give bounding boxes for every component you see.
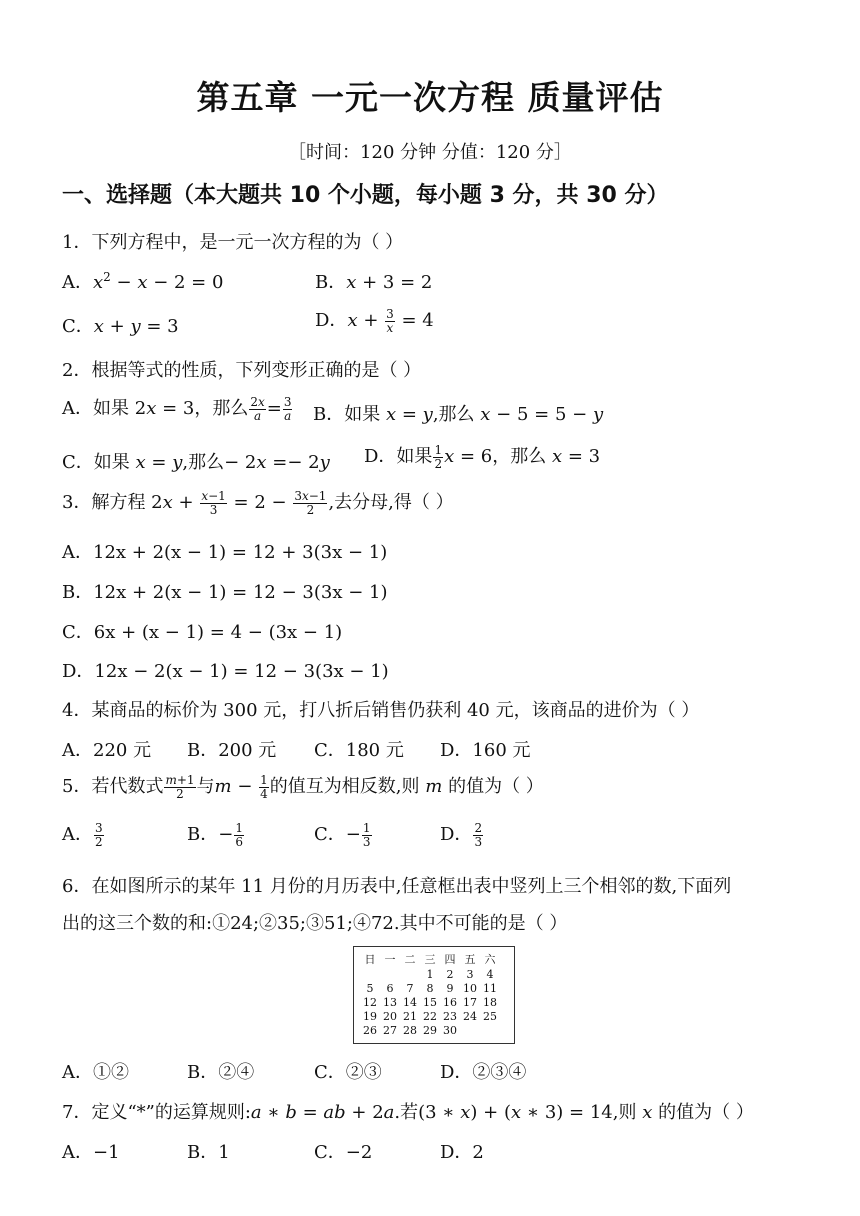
q1-option-a: A．$x^2 - x - 2 = 0$ bbox=[62, 270, 224, 293]
question-7-stem: 7．定义“*”的运算规则:a ∗ b = ab + 2a.若(3 ∗ x) + (x ∗ 3) = 14,则 x 的值为（ ） bbox=[62, 1102, 754, 1123]
calendar-cell: 18 bbox=[483, 995, 497, 1009]
question-2-stem: 2．根据等式的性质，下列变形正确的是（ ） bbox=[62, 360, 422, 381]
q2-option-b: B．如果 x = y,那么 x − 5 = 5 − y bbox=[313, 404, 604, 425]
question-5-stem: 5．若代数式 $\frac{m+1}{2}$ 与m − $\frac{1}{4}$ 的值互为相反数,则 m 的值为（ ） bbox=[62, 772, 544, 801]
calendar-cell: 29 bbox=[423, 1023, 437, 1037]
q7-option-a: A．−1 bbox=[62, 1142, 120, 1163]
q4-option-b: B．200 元 bbox=[187, 740, 277, 761]
calendar-cell bbox=[380, 967, 400, 981]
question-6-stem-line1: 6．在如图所示的某年 11 月份的月历表中,任意框出表中竖列上三个相邻的数,下面列 bbox=[62, 876, 732, 897]
calendar-cell bbox=[400, 967, 420, 981]
q7-option-d: D．2 bbox=[440, 1142, 484, 1163]
calendar-cell: 5 bbox=[366, 981, 374, 995]
calendar-cell bbox=[460, 1023, 480, 1037]
q2-option-c: C．如果 x = y,那么− 2x =− 2y bbox=[62, 452, 330, 473]
question-4-stem: 4．某商品的标价为 300 元，打八折后销售仍获利 40 元，该商品的进价为（ ） bbox=[62, 700, 700, 721]
q1-option-b: B．x + 3 = 2 bbox=[315, 272, 433, 293]
calendar-header-row bbox=[360, 951, 500, 967]
q3-option-d: D．12x − 2(x − 1) = 12 − 3(3x − 1) bbox=[62, 661, 389, 682]
q2-option-a: A．如果 2x = 3，那么 $\frac{2x}{a}$ = $\frac{3}{a}$ bbox=[62, 394, 292, 423]
q3-option-a: A．12x + 2(x − 1) = 12 + 3(3x − 1) bbox=[62, 542, 388, 563]
q5-option-c: C．− $\frac{1}{3}$ bbox=[314, 820, 371, 849]
q5-option-a: A． $\frac{3}{2}$ bbox=[62, 820, 103, 849]
question-6-stem-line2: 出的这三个数的和:①24;②35;③51;④72.其中不可能的是（ ） bbox=[62, 913, 568, 934]
calendar-cell: 30 bbox=[443, 1023, 457, 1037]
question-1-stem: 1．下列方程中，是一元一次方程的为（ ） bbox=[62, 232, 404, 253]
calendar-cell: 16 bbox=[443, 995, 457, 1009]
calendar-cell: 3 bbox=[466, 967, 474, 981]
q1-option-c: C．x + y = 3 bbox=[62, 316, 179, 337]
calendar-cell: 4 bbox=[486, 967, 494, 981]
q4-option-d: D．160 元 bbox=[440, 740, 531, 761]
calendar-figure bbox=[353, 946, 515, 1044]
question-3-stem: 3．解方程 2x + $\frac{x-1}{3}$ = 2 − $\frac{3x-1}{2}$ ,去分母,得（ ） bbox=[62, 488, 454, 517]
q2-option-d: D．如果 $\frac{1}{2}$ x = 6，那么 x = 3 bbox=[364, 442, 601, 471]
calendar-row bbox=[360, 967, 500, 981]
q6-option-b: B．②④ bbox=[187, 1062, 255, 1083]
calendar-row bbox=[360, 995, 500, 1009]
calendar-cell: 13 bbox=[383, 995, 397, 1009]
page-title: 第五章 一元一次方程 质量评估 bbox=[196, 78, 664, 117]
calendar-cell: 14 bbox=[403, 995, 417, 1009]
calendar-cell: 6 bbox=[386, 981, 394, 995]
calendar-header: 三 bbox=[424, 953, 436, 966]
calendar-cell: 8 bbox=[426, 981, 434, 995]
calendar-header: 二 bbox=[404, 953, 416, 966]
calendar-cell: 27 bbox=[383, 1023, 397, 1037]
calendar-header: 四 bbox=[444, 953, 456, 966]
calendar-cell: 1 bbox=[426, 967, 434, 981]
calendar-cell: 12 bbox=[363, 995, 377, 1009]
q6-option-d: D．②③④ bbox=[440, 1062, 527, 1083]
q4-option-a: A．220 元 bbox=[62, 740, 152, 761]
q1-option-d: D．x + $\frac{3}{x}$ = 4 bbox=[315, 306, 434, 335]
q7-option-b: B．1 bbox=[187, 1142, 230, 1163]
calendar-cell: 2 bbox=[446, 967, 454, 981]
calendar-table bbox=[360, 951, 500, 1037]
calendar-header: 一 bbox=[384, 953, 396, 966]
q5-option-d: D． $\frac{2}{3}$ bbox=[440, 820, 483, 849]
calendar-cell: 26 bbox=[363, 1023, 377, 1037]
q4-option-c: C．180 元 bbox=[314, 740, 404, 761]
q5-option-b: B．− $\frac{1}{6}$ bbox=[187, 820, 243, 849]
calendar-cell: 10 bbox=[463, 981, 477, 995]
calendar-cell: 11 bbox=[483, 981, 497, 995]
calendar-row bbox=[360, 1009, 500, 1023]
calendar-header: 六 bbox=[484, 953, 496, 966]
q6-option-c: C．②③ bbox=[314, 1062, 382, 1083]
calendar-row bbox=[360, 1023, 500, 1037]
q7-option-c: C．−2 bbox=[314, 1142, 373, 1163]
calendar-cell: 25 bbox=[483, 1009, 497, 1023]
calendar-cell: 19 bbox=[363, 1009, 377, 1023]
calendar-cell: 17 bbox=[463, 995, 477, 1009]
calendar-cell bbox=[480, 1023, 500, 1037]
calendar-cell bbox=[360, 967, 380, 981]
section-heading: 一、选择题（本大题共 10 个小题，每小题 3 分，共 30 分） bbox=[62, 183, 669, 208]
calendar-cell: 7 bbox=[406, 981, 414, 995]
q3-option-c: C．6x + (x − 1) = 4 − (3x − 1) bbox=[62, 622, 343, 643]
q3-option-b: B．12x + 2(x − 1) = 12 − 3(3x − 1) bbox=[62, 582, 388, 603]
calendar-cell: 23 bbox=[443, 1009, 457, 1023]
calendar-cell: 20 bbox=[383, 1009, 397, 1023]
exam-info: ［时间：120 分钟 分值：120 分］ bbox=[288, 142, 572, 163]
calendar-cell: 21 bbox=[403, 1009, 417, 1023]
q6-option-a: A．①② bbox=[62, 1062, 129, 1083]
calendar-cell: 28 bbox=[403, 1023, 417, 1037]
calendar-row bbox=[360, 981, 500, 995]
calendar-cell: 15 bbox=[423, 995, 437, 1009]
calendar-header: 日 bbox=[364, 953, 376, 966]
calendar-header: 五 bbox=[464, 953, 476, 966]
calendar-cell: 22 bbox=[423, 1009, 437, 1023]
calendar-cell: 24 bbox=[463, 1009, 477, 1023]
calendar-cell: 9 bbox=[446, 981, 454, 995]
